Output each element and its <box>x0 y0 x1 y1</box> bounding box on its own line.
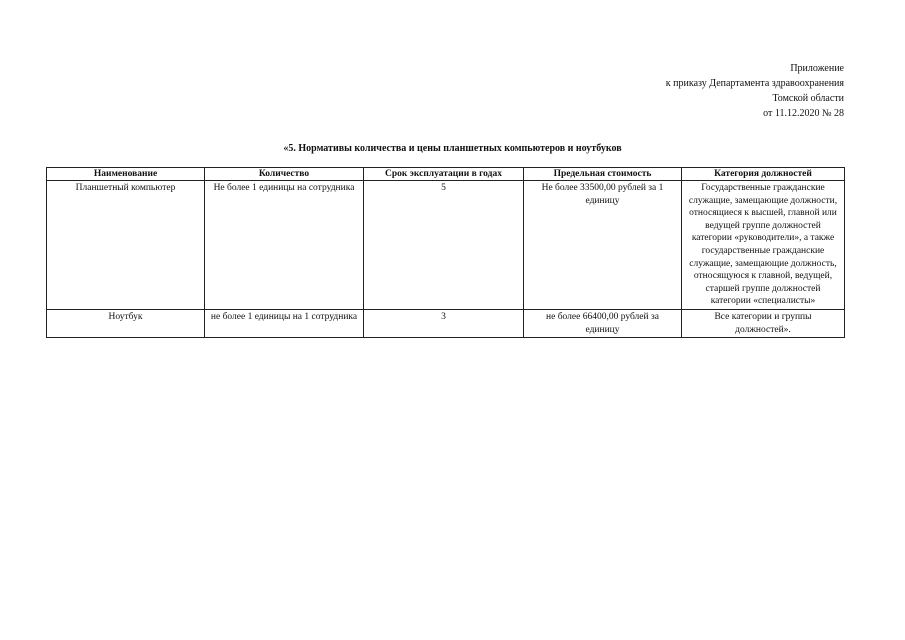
cell-service-life: 5 <box>364 181 524 310</box>
column-header-service-life: Срок эксплуатации в годах <box>364 168 524 181</box>
cell-position-category: Все категории и группы должностей». <box>682 309 845 337</box>
cell-name: Ноутбук <box>47 309 205 337</box>
cell-quantity: Не более 1 единицы на сотрудника <box>205 181 364 310</box>
appendix-line: к приказу Департамента здравоохранения <box>665 78 844 89</box>
cell-quantity: не более 1 единицы на 1 сотрудника <box>205 309 364 337</box>
appendix-line: Томской области <box>772 93 844 104</box>
column-header-max-cost: Предельная стоимость <box>524 168 682 181</box>
column-header-quantity: Количество <box>205 168 364 181</box>
cell-position-category: Государственные гражданские служащие, замещающие должности, относящиеся к высшей, главной или ведущей группе должностей категории «руководители», а также государственные гражданские служащие, замещающие должность, относящуюся к главной, ведущей, старшей группе должностей категории «специалисты» <box>682 181 845 310</box>
appendix-header <box>666 61 844 121</box>
column-header-name: Наименование <box>47 168 205 181</box>
cell-max-cost: не более 66400,00 рублей за единицу <box>524 309 682 337</box>
cell-max-cost: Не более 33500,00 рублей за 1 единицу <box>524 181 682 310</box>
norms-table <box>46 167 845 338</box>
cell-service-life: 3 <box>364 309 524 337</box>
document-title: «5. Нормативы количества и цены планшетных компьютеров и ноутбуков <box>283 143 622 154</box>
appendix-line: Приложение <box>790 63 844 74</box>
table-row <box>47 181 845 310</box>
column-header-position-category: Категория должностей <box>682 168 845 181</box>
appendix-line: от 11.12.2020 № 28 <box>763 108 844 119</box>
table-header-row <box>47 168 845 181</box>
table-row <box>47 309 845 337</box>
cell-name: Планшетный компьютер <box>47 181 205 310</box>
